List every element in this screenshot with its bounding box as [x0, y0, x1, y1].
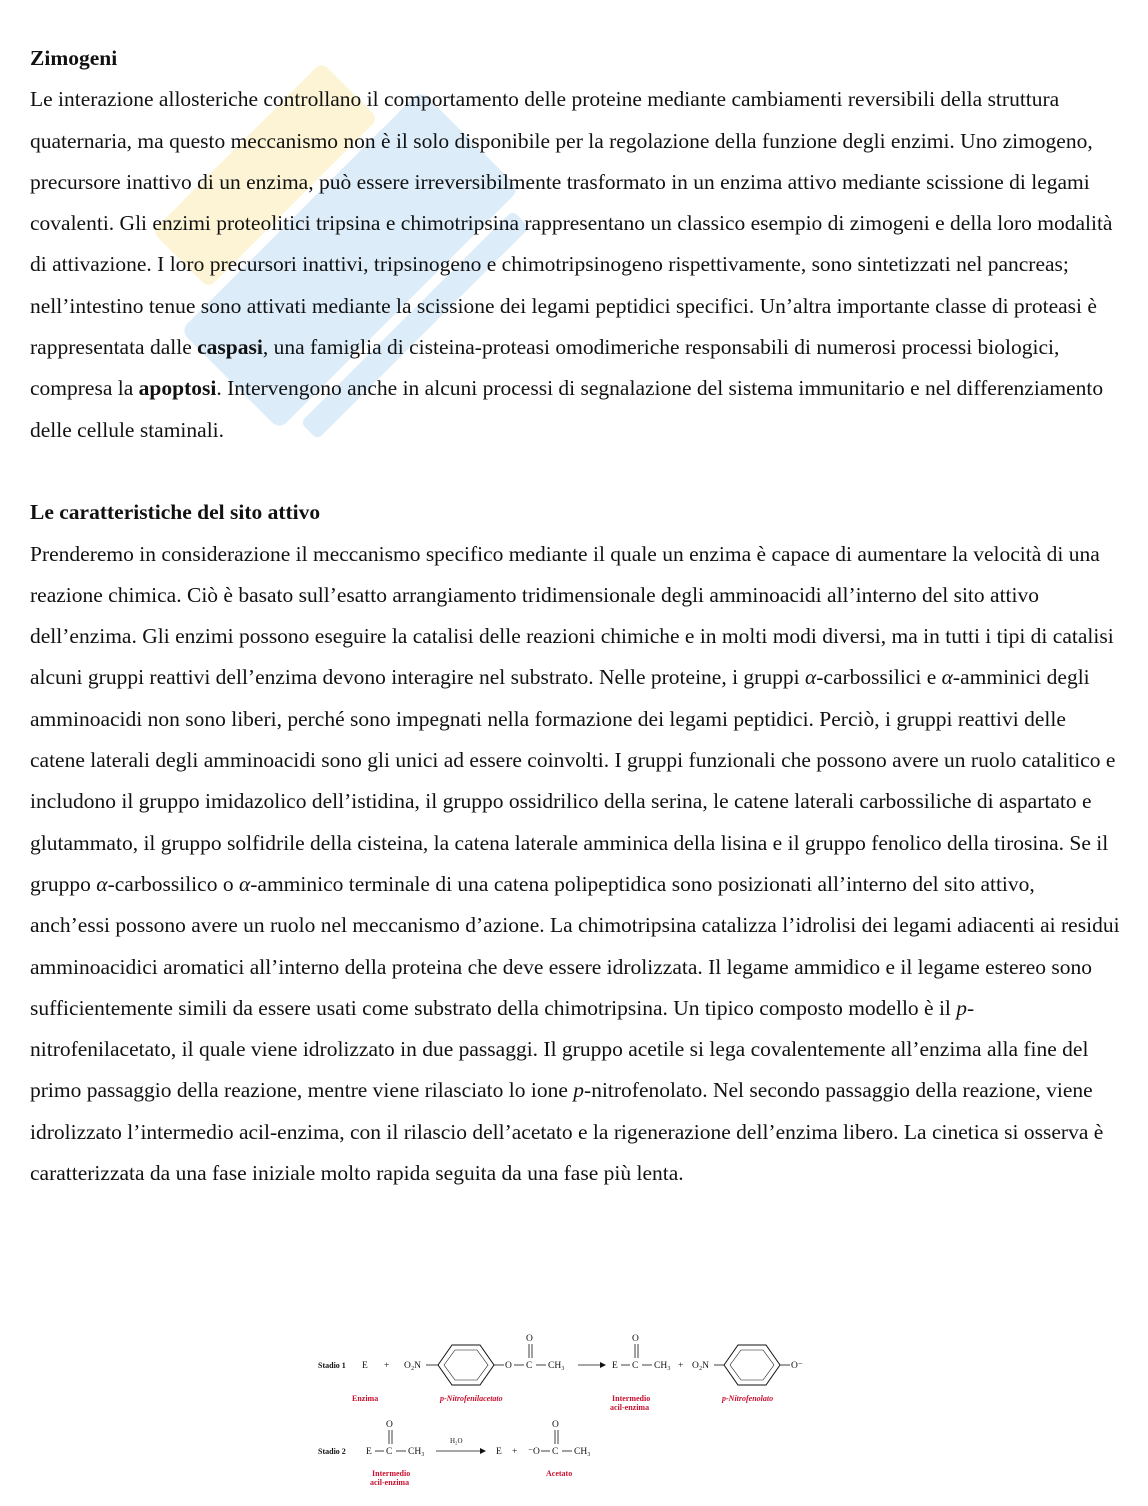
carbonyl-carbon: C: [526, 1361, 533, 1371]
carbonyl-oxygen: O: [632, 1334, 639, 1344]
section-title-sito-attivo: Le caratteristiche del sito attivo: [30, 500, 321, 525]
text-run: Le interazione allosteriche controllano il comportamento delle proteine mediante cambiamenti reversibili della struttura quaternaria, ma questo meccanismo non è il solo disponibile per la regolazione della funzione degli enzimi. Uno zimogeno, precursore inattivo di un enzima, può essere irreversibilmente trasformato in un enzima attivo mediante scissione di legami covalenti. Gli enzimi proteolitici tripsina e chimotripsina rappresentano un classico esempio di zimogeni e della loro modalità di attivazione. I loro precursori inattivi, tripsinogeno e chimotripsinogeno rispettivamente, sono sintetizzati nel pancreas; nell’intestino tenue sono attivati mediante la scissione dei legami peptidici specifici. Un’altra importante classe di proteasi è rappresentata dalle: [30, 87, 1113, 360]
section-title-zimogeni: Zimogeni: [30, 46, 118, 70]
phenolate-oxygen: O⁻: [791, 1361, 803, 1371]
label-intermedio: Intermedio: [372, 1469, 411, 1478]
carbonyl-carbon: C: [386, 1447, 393, 1457]
arrow-head: [480, 1448, 486, 1454]
carbonyl-carbon: C: [632, 1361, 639, 1371]
benzene-inner-ring: [444, 1350, 488, 1380]
plus-sign: +: [384, 1361, 390, 1371]
text-run: -carbossilico o: [107, 871, 239, 896]
text-run: -nitrofenilacetato, il quale viene idrolizzato in due passaggi. Il gruppo acetile si lega covalentemente all’enzima alla fine del primo passaggio della reazione, mentre viene rilasciato lo ione: [30, 995, 1089, 1103]
text-run: -amminici degli amminoacidi non sono liberi, perché sono impegnati nella formazione dei legami peptidici. Perciò, i gruppi reattivi delle catene laterali degli amminoacidi sono gli unici ad essere coinvolti. I gruppi funzionali che possono avere un ruolo catalitico e includono il gruppo imidazolico dell’istidina, il gruppo ossidrilico della serina, le catene laterali carbossiliche di aspartato e glutammato, il gruppo solfidrile della cisteina, la catena laterale amminica della lisina e il gruppo fenolico della tirosina. Se il gruppo: [30, 665, 1116, 896]
water-label: H₂O: [450, 1437, 463, 1445]
plus-sign: +: [678, 1361, 684, 1371]
paragraph-zimogeni: [30, 79, 1120, 451]
text-run: -nitrofenolato. Nel secondo passaggio della reazione, viene idrolizzato l’intermedio acil-enzima, con il rilascio dell’acetato e la rigenerazione dell’enzima libero. La cinetica si osserva è caratterizzata da una fase iniziale molto rapida seguita da una fase più lenta.: [30, 1078, 1104, 1186]
label-acil-enzima: acil-enzima: [610, 1403, 650, 1412]
greek-alpha: α: [941, 665, 953, 690]
text-run: . Intervengono anche in alcuni processi di segnalazione del sistema immunitario e nel differenziamento delle cellule staminali.: [30, 376, 1104, 442]
carbonyl-oxygen: O: [552, 1420, 559, 1430]
enzyme-E: E: [362, 1361, 368, 1371]
methyl-group: CH₃: [574, 1447, 591, 1457]
text-run: -carbossilici e: [816, 665, 942, 690]
methyl-group: CH₃: [408, 1447, 425, 1457]
enzyme-E: E: [366, 1447, 372, 1457]
ester-oxygen: O: [505, 1361, 512, 1371]
italic-p: p: [956, 995, 968, 1020]
label-acetato: Acetato: [546, 1469, 573, 1478]
reaction-scheme: [310, 1330, 830, 1490]
italic-p: p: [573, 1078, 585, 1103]
greek-alpha: α: [96, 871, 108, 896]
greek-alpha: α: [238, 871, 251, 896]
label-p-nitrofenolato: p-Nitrofenolato: [722, 1394, 774, 1403]
o2n-group: O₂N: [692, 1361, 710, 1371]
carbonyl-oxygen: O: [386, 1420, 393, 1430]
arrow-head: [600, 1362, 606, 1368]
label-acil-enzima: acil-enzima: [370, 1478, 410, 1487]
label-enzima: Enzima: [352, 1394, 379, 1403]
benzene-ring: [724, 1345, 780, 1385]
methyl-group: CH₃: [654, 1361, 671, 1371]
enzyme-E: E: [612, 1361, 618, 1371]
bold-term-apoptosi: apoptosi: [138, 376, 217, 401]
bold-term-caspasi: caspasi: [197, 335, 263, 360]
benzene-ring: [438, 1345, 494, 1385]
text-run: -amminico terminale di una catena polipeptidica sono posizionati all’interno del sito attivo, anch’essi possono avere un ruolo nel meccanismo d’azione. La chimotripsina catalizza l’idrolisi dei legami adiacenti ai residui amminoacidici aromatici all’interno della proteina che deve essere idrolizzata. Il legame ammidico e il legame estereo sono sufficientemente simili da essere usati come substrato della chimotripsina. Un tipico composto modello è il: [30, 871, 1120, 1020]
acetate-oxygen: ⁻O: [528, 1447, 540, 1457]
stage1-label: Stadio 1: [318, 1361, 346, 1370]
o2n-group: O₂N: [404, 1361, 422, 1371]
document-page: [30, 38, 1120, 1194]
carbonyl-oxygen: O: [526, 1334, 533, 1344]
greek-alpha: α: [804, 665, 817, 690]
plus-sign: +: [512, 1447, 518, 1457]
label-intermedio: Intermedio: [612, 1394, 651, 1403]
paragraph-sito-attivo: [30, 534, 1120, 1195]
paragraph-gap: [30, 451, 1120, 492]
methyl-group: CH₃: [548, 1361, 565, 1371]
enzyme-E: E: [496, 1447, 502, 1457]
text-run: , una famiglia di cisteina-proteasi omodimeriche responsabili di numerosi processi biologici, compresa la: [30, 335, 1060, 401]
stage2-label: Stadio 2: [318, 1447, 346, 1456]
label-p-nitrofenilacetato: p-Nitrofenilacetato: [440, 1394, 503, 1403]
text-run: Prenderemo in considerazione il meccanismo specifico mediante il quale un enzima è capace di aumentare la velocità di una reazione chimica. Ciò è basato sull’esatto arrangiamento tridimensionale degli amminoacidi all’interno del sito attivo dell’enzima. Gli enzimi possono eseguire la catalisi delle reazioni chimiche e in molti modi diversi, ma in tutti i tipi di catalisi alcuni gruppi reattivi dell’enzima devono interagire nel substrato. Nelle proteine, i gruppi: [30, 541, 1114, 690]
carbonyl-carbon: C: [552, 1447, 559, 1457]
benzene-inner-ring: [730, 1350, 774, 1380]
